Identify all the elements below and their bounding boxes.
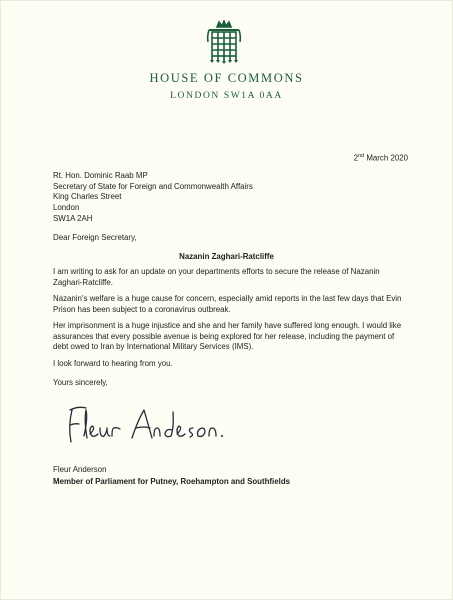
handwritten-signature <box>62 398 252 448</box>
recipient-line: London <box>53 203 80 213</box>
letter-subject: Nazanin Zaghari-Ratcliffe <box>179 252 274 261</box>
body-paragraph: I look forward to hearing from you. <box>53 359 173 368</box>
recipient-line: King Charles Street <box>53 192 122 202</box>
recipient-line: Rt. Hon. Dominic Raab MP <box>53 171 148 180</box>
body-paragraph: I am writing to ask for an update on your departments efforts to secure the release of Nazanin Zaghari-Ratcliffe. <box>53 267 380 287</box>
signer-title: Member of Parliament for Putney, Roehampton and Southfields <box>53 477 291 486</box>
date-rest: March 2020 <box>366 153 408 163</box>
letterhead-institution: HOUSE OF COMMONS <box>149 71 304 85</box>
body-paragraph: Nazanin's welfare is a huge cause for concern, especially amid reports in the last few days that Evin Prison has been subject to a coronavirus outbreak. <box>53 294 402 314</box>
closing: Yours sincerely, <box>53 378 108 387</box>
date-day: 2 <box>353 153 358 163</box>
body-paragraph: Her imprisonment is a huge injustice and she and her family have suffered long enough. I would like assurances that every possible avenue is being explored for her release, including the payment of debt owed to Iran by International Military Services (IMS). <box>53 321 402 352</box>
recipient-line: SW1A 2AH <box>53 213 93 223</box>
portcullis-icon <box>205 20 243 64</box>
signer-name: Fleur Anderson <box>53 465 107 474</box>
recipient-line: Secretary of State for Foreign and Commonwealth Affairs <box>53 181 253 191</box>
letterhead-address: LONDON SW1A 0AA <box>170 91 283 101</box>
letter-date <box>354 153 408 163</box>
date-suffix: nd <box>358 153 365 159</box>
recipient-address <box>53 171 393 224</box>
salutation: Dear Foreign Secretary, <box>53 233 137 242</box>
